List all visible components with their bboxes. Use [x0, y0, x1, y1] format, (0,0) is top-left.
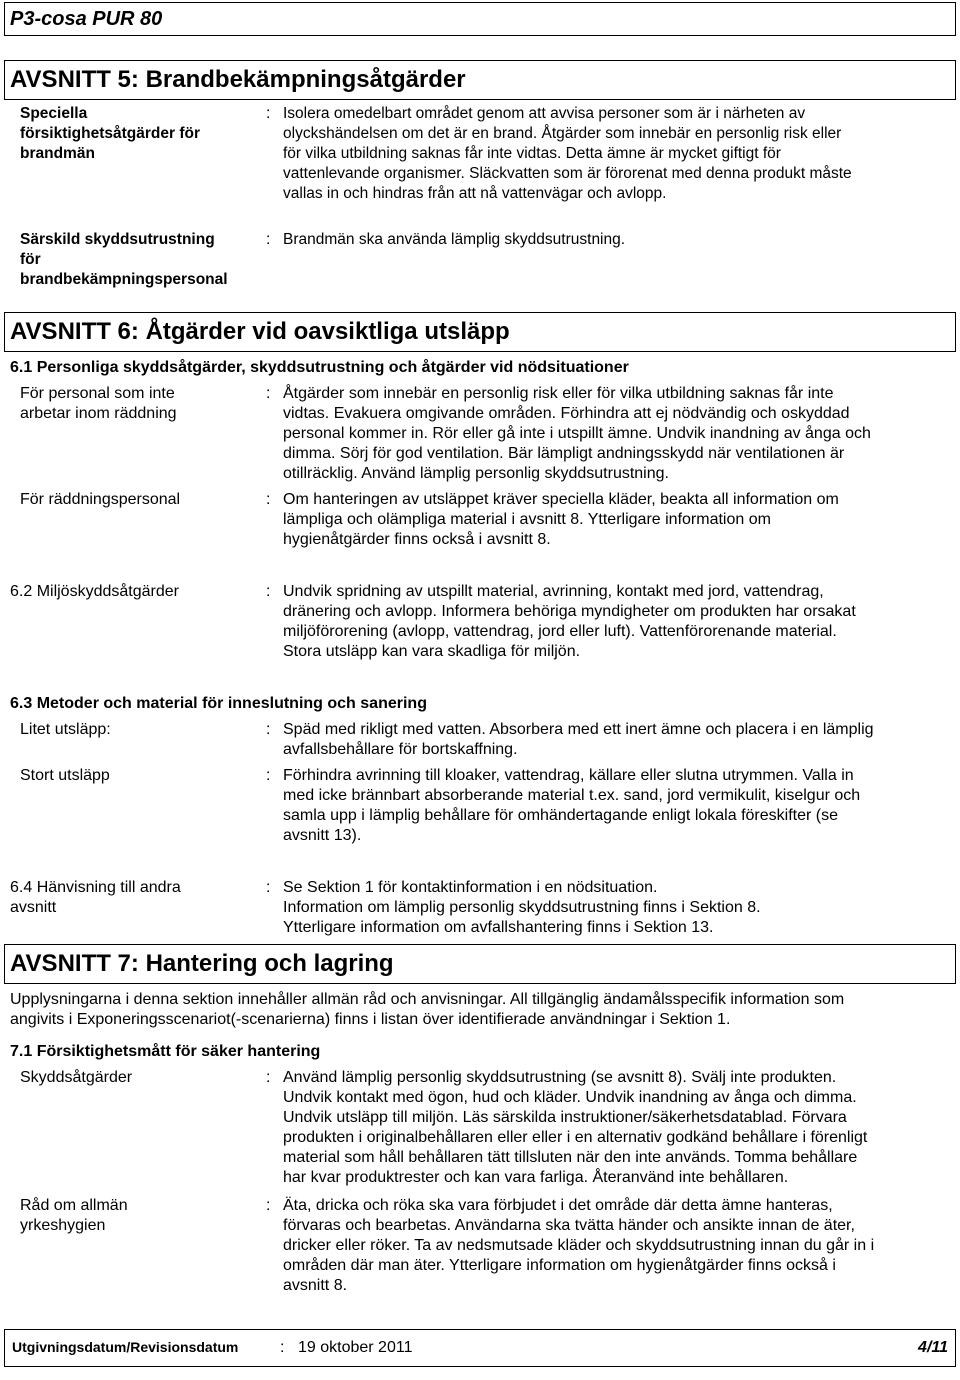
s6-text-personal: Åtgärder som innebär en personlig risk eller för vilka utbildning saknas får inte vidtas. Evakuera omgivande områden. Förhindra att ej nödvändig och oskyddad personal kommer in. Rör eller gå inte i utspillt ämne. Undvik inandning av ånga och dimma. Sörj för god ventilation. Bär lämpligt andningsskydd när ventilationen är otillräcklig. Använd lämplig personlig skyddsutrustning.	[283, 385, 871, 482]
colon: :	[266, 767, 271, 784]
colon: :	[266, 385, 271, 402]
s6-sub-6-3: 6.3 Metoder och material för inneslutning och sanering	[10, 695, 427, 712]
s6-text-stort: Förhindra avrinning till kloaker, vattendrag, källare eller slutna utrymmen. Valla in med icke brännbart absorberande material t.ex. sand, jord vermikulit, kiselgur och samla upp i lämplig behållare för omhändertagande enligt lokala föreskifter (se avsnitt 13).	[283, 767, 861, 844]
footer-label: Utgivningsdatum/Revisionsdatum	[12, 1339, 239, 1355]
s7-text-skyddsatgarder: Använd lämplig personlig skyddsutrustning (se avsnitt 8). Svälj inte produkten. Undvik kontakt med ögon, hud och kläder. Undvik inandning av ånga och dimma. Undvik utsläpp till miljön. Läs särskilda instruktioner/säkerhetsdatablad. Förvara produkten i originalbehållaren eller eller i en alternativ godkänd behållare i förenligt material som håll behållaren tätt tillsluten när den inte används. Tomma behållare har kvar produktrester och kan vara farliga. Återanvänd inte behållaren.	[283, 1069, 868, 1186]
colon: :	[266, 879, 271, 896]
s7-label-yrkeshygien: Råd om allmän yrkeshygien	[20, 1197, 128, 1234]
s6-label-raddning: För räddningspersonal	[20, 491, 181, 508]
colon: :	[280, 1339, 285, 1356]
s7-text-yrkeshygien: Äta, dricka och röka ska vara förbjudet i det område där detta ämne hanteras, förvaras och bearbetas. Användarna ska tvätta händer och ansikte innan de äter, dricker eller röker. Ta av nedsmutsade kläder och skyddsutrustning innan du går in i områden där man äter. Ytterligare information om hygienåtgärder finns också i avsnitt 8.	[283, 1197, 875, 1294]
colon: :	[266, 1069, 271, 1086]
s6-sub-6-1: 6.1 Personliga skyddsåtgärder, skyddsutrustning och åtgärder vid nödsituationer	[10, 359, 629, 376]
colon: :	[266, 491, 271, 508]
s7-sub-7-1: 7.1 Försiktighetsmått för säker hantering	[10, 1043, 321, 1060]
s6-label-stort: Stort utsläpp	[20, 767, 110, 784]
s7-label-skyddsatgarder: Skyddsåtgärder	[20, 1069, 133, 1086]
colon: :	[266, 105, 271, 122]
s6-text-miljo: Undvik spridning av utspillt material, avrinning, kontakt med jord, vattendrag, dränering och avlopp. Informera behöriga myndigheter om produkten har orsakat miljöförorening (avlopp, vattendrag, jord eller luft). Vattenförorenande material. Stora utsläpp kan vara skadliga för miljön.	[283, 583, 856, 660]
s6-label-personal: För personal som inte arbetar inom räddning	[20, 385, 177, 422]
s7-intro: Upplysningarna i denna sektion innehåller allmän råd och anvisningar. All tillgänglig ändamålsspecifik information som angivits i Exponeringsscenariot(-scenarierna) finns i listan över identifierade användningar i Sektion 1.	[10, 991, 845, 1028]
s6-label-miljo: 6.2 Miljöskyddsåtgärder	[10, 583, 179, 600]
s5-text-skyddsutrustning: Brandmän ska använda lämplig skyddsutrustning.	[283, 231, 626, 248]
s6-label-litet: Litet utsläpp:	[20, 721, 111, 738]
footer-date: 19 oktober 2011	[298, 1339, 413, 1356]
s6-text-raddning: Om hanteringen av utsläppet kräver speciella kläder, beakta all information om lämpliga och olämpliga material i avsnitt 8. Ytterligare information om hygienåtgärder finns också i avsnitt 8.	[283, 491, 839, 548]
page-number: 4/11	[918, 1339, 948, 1356]
s5-text-speciella: Isolera omedelbart området genom att avvisa personer som är i närheten av olyckshändelsen om det är en brand. Åtgärder som innebär en personlig risk eller för vilka utbildning saknas får inte vidtas. Detta ämne är mycket giftigt för vattenlevande organismer. Släckvatten som är förorenat med denna produkt måste vallas in och hindras från att nå vattenvägar och avlopp.	[283, 105, 852, 202]
s5-label-speciella: Speciella försiktighetsåtgärder för brandmän	[20, 105, 201, 162]
colon: :	[266, 231, 271, 248]
colon: :	[266, 1197, 271, 1214]
colon: :	[266, 583, 271, 600]
section-6-title: AVSNITT 6: Åtgärder vid oavsiktliga utsläpp	[10, 318, 510, 345]
s6-text-hanvisning: Se Sektion 1 för kontaktinformation i en nödsituation. Information om lämplig personlig skyddsutrustning finns i Sektion 8. Ytterligare information om avfallshantering finns i Sektion 13.	[283, 879, 761, 936]
section-5-title: AVSNITT 5: Brandbekämpningsåtgärder	[10, 66, 466, 93]
colon: :	[266, 721, 271, 738]
s6-label-hanvisning: 6.4 Hänvisning till andra avsnitt	[10, 879, 181, 916]
section-7-title: AVSNITT 7: Hantering och lagring	[10, 950, 394, 977]
product-title: P3-cosa PUR 80	[10, 8, 163, 30]
s6-text-litet: Späd med rikligt med vatten. Absorbera med ett inert ämne och placera i en lämplig avfallsbehållare för bortskaffning.	[283, 721, 874, 758]
s5-label-skyddsutrustning: Särskild skyddsutrustning för brandbekämpningspersonal	[20, 231, 228, 288]
